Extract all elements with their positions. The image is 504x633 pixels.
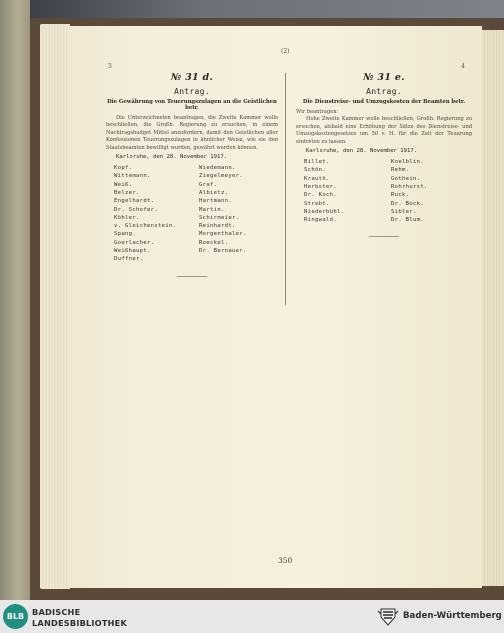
signatory: Albietz. [199,189,229,196]
signatory: Weiß. [114,181,133,188]
signatory: Dr. Bernauer. [199,248,247,254]
signatory: Reinhardt. [199,223,236,230]
signatory: Krauth. [304,175,330,182]
library-name-line1[interactable]: BADISCHE [32,607,81,617]
signatory: Roeckel. [199,239,229,246]
signatory: Niederbühl. [304,208,345,215]
motion-intro: Wir beantragen: [296,109,339,115]
signatory: Herbster. [304,183,338,190]
signatory: Duffner. [114,256,144,263]
signatory: Dr. Schofer. [114,206,159,213]
motion-number: № 31 e. [363,72,405,83]
motion-body: Die Unterzeichneten beantragen, die Zweite Kammer wolle beschließen, die Großh. Regierung zu ersuchen, in einem Nachtragsbudget Mittel anzufordern, damit den Geistlichen aller Konfessionen Teuerungszulagen in ähnlicher Weise, wie sie den Staatsbeamten bewilligt wurden, gewährt werden können. [106,115,278,151]
signatory: Engelhardt. [114,198,155,205]
signatory: Dr. Bock. [391,200,425,207]
signatory: Wittemann. [114,173,151,180]
header-left-number: 3 [108,63,112,70]
signatory: Morgenthaler. [199,231,247,238]
signatory: Dr. Blum. [391,217,425,224]
book-spine-edge [0,0,30,600]
signatory: Schön. [304,167,327,174]
blb-logo[interactable]: BLB [3,604,28,629]
signatory: Wiedemann. [199,165,236,172]
signatory-list [296,158,472,224]
motion-31d [106,72,278,277]
signatory: Sibler. [391,208,417,215]
signatory: Ruck. [391,192,410,199]
signatory: Spang. [114,231,137,238]
motion-heading: Antrag. [174,87,210,96]
signatory: Belzer. [114,189,140,196]
motion-body: Hohe Zweite Kammer wolle beschließen, Großh. Regierung zu ersuchen, alsbald eine Erhöhung der Sätze des Dienstreise- und Umzugskostengesetzes um 50 v. H. für die Zeit der Teuerung eintreten zu lassen. [296,116,472,145]
signatory: Hartmann. [199,198,233,205]
signatory: Weißhaupt. [114,248,151,254]
motion-date: Karlsruhe, den 28. November 1917. [306,148,418,155]
signatory: Köhler. [114,214,140,221]
signatory: Dr. Koch. [304,192,338,199]
signatory: Goerlacher. [114,239,155,246]
signatory: Ziegelmeyer. [199,173,244,180]
page-stack-left [40,24,70,589]
signatory: Strebt. [304,200,330,207]
signatory: Martin. [199,206,225,213]
signatory: Kopf. [114,165,133,172]
motion-31e [296,72,472,237]
state-name[interactable]: Baden-Württemberg [403,611,502,621]
motion-heading: Antrag. [366,87,402,96]
signatory: v. Gleichenstein. [114,223,177,230]
signatory: Schirmeier. [199,214,240,221]
header-right-number: 4 [461,63,465,70]
header-page-ref: (2) [281,48,290,55]
motion-subject: Die Dienstreise- und Umzugskosten der Beamten betr. [302,99,466,105]
motion-date: Karlsruhe, den 28. November 1917. [116,154,228,161]
signatory: Gothein. [391,175,421,182]
signatory: Graf. [199,181,218,188]
signatory: Koelblin. [391,159,425,166]
motion-number: № 31 d. [170,72,214,83]
signatory-list [106,164,278,264]
signatory: Rohrhurst. [391,183,428,190]
motion-subject: Die Gewährung von Teuerungszulagen an die Geistlichen betr. [107,99,277,111]
end-rule [177,276,207,277]
signatory: Billet. [304,159,330,166]
column-divider [285,73,286,305]
state-coat-of-arms-icon [377,605,399,627]
signatory: Rehm. [391,167,410,174]
page-number: 350 [278,556,293,565]
end-rule [369,236,399,237]
page-stack-right [482,30,504,586]
library-name-line2[interactable]: LANDESBIBLIOTHEK [32,618,128,628]
signatory: Ringwald. [304,217,338,224]
